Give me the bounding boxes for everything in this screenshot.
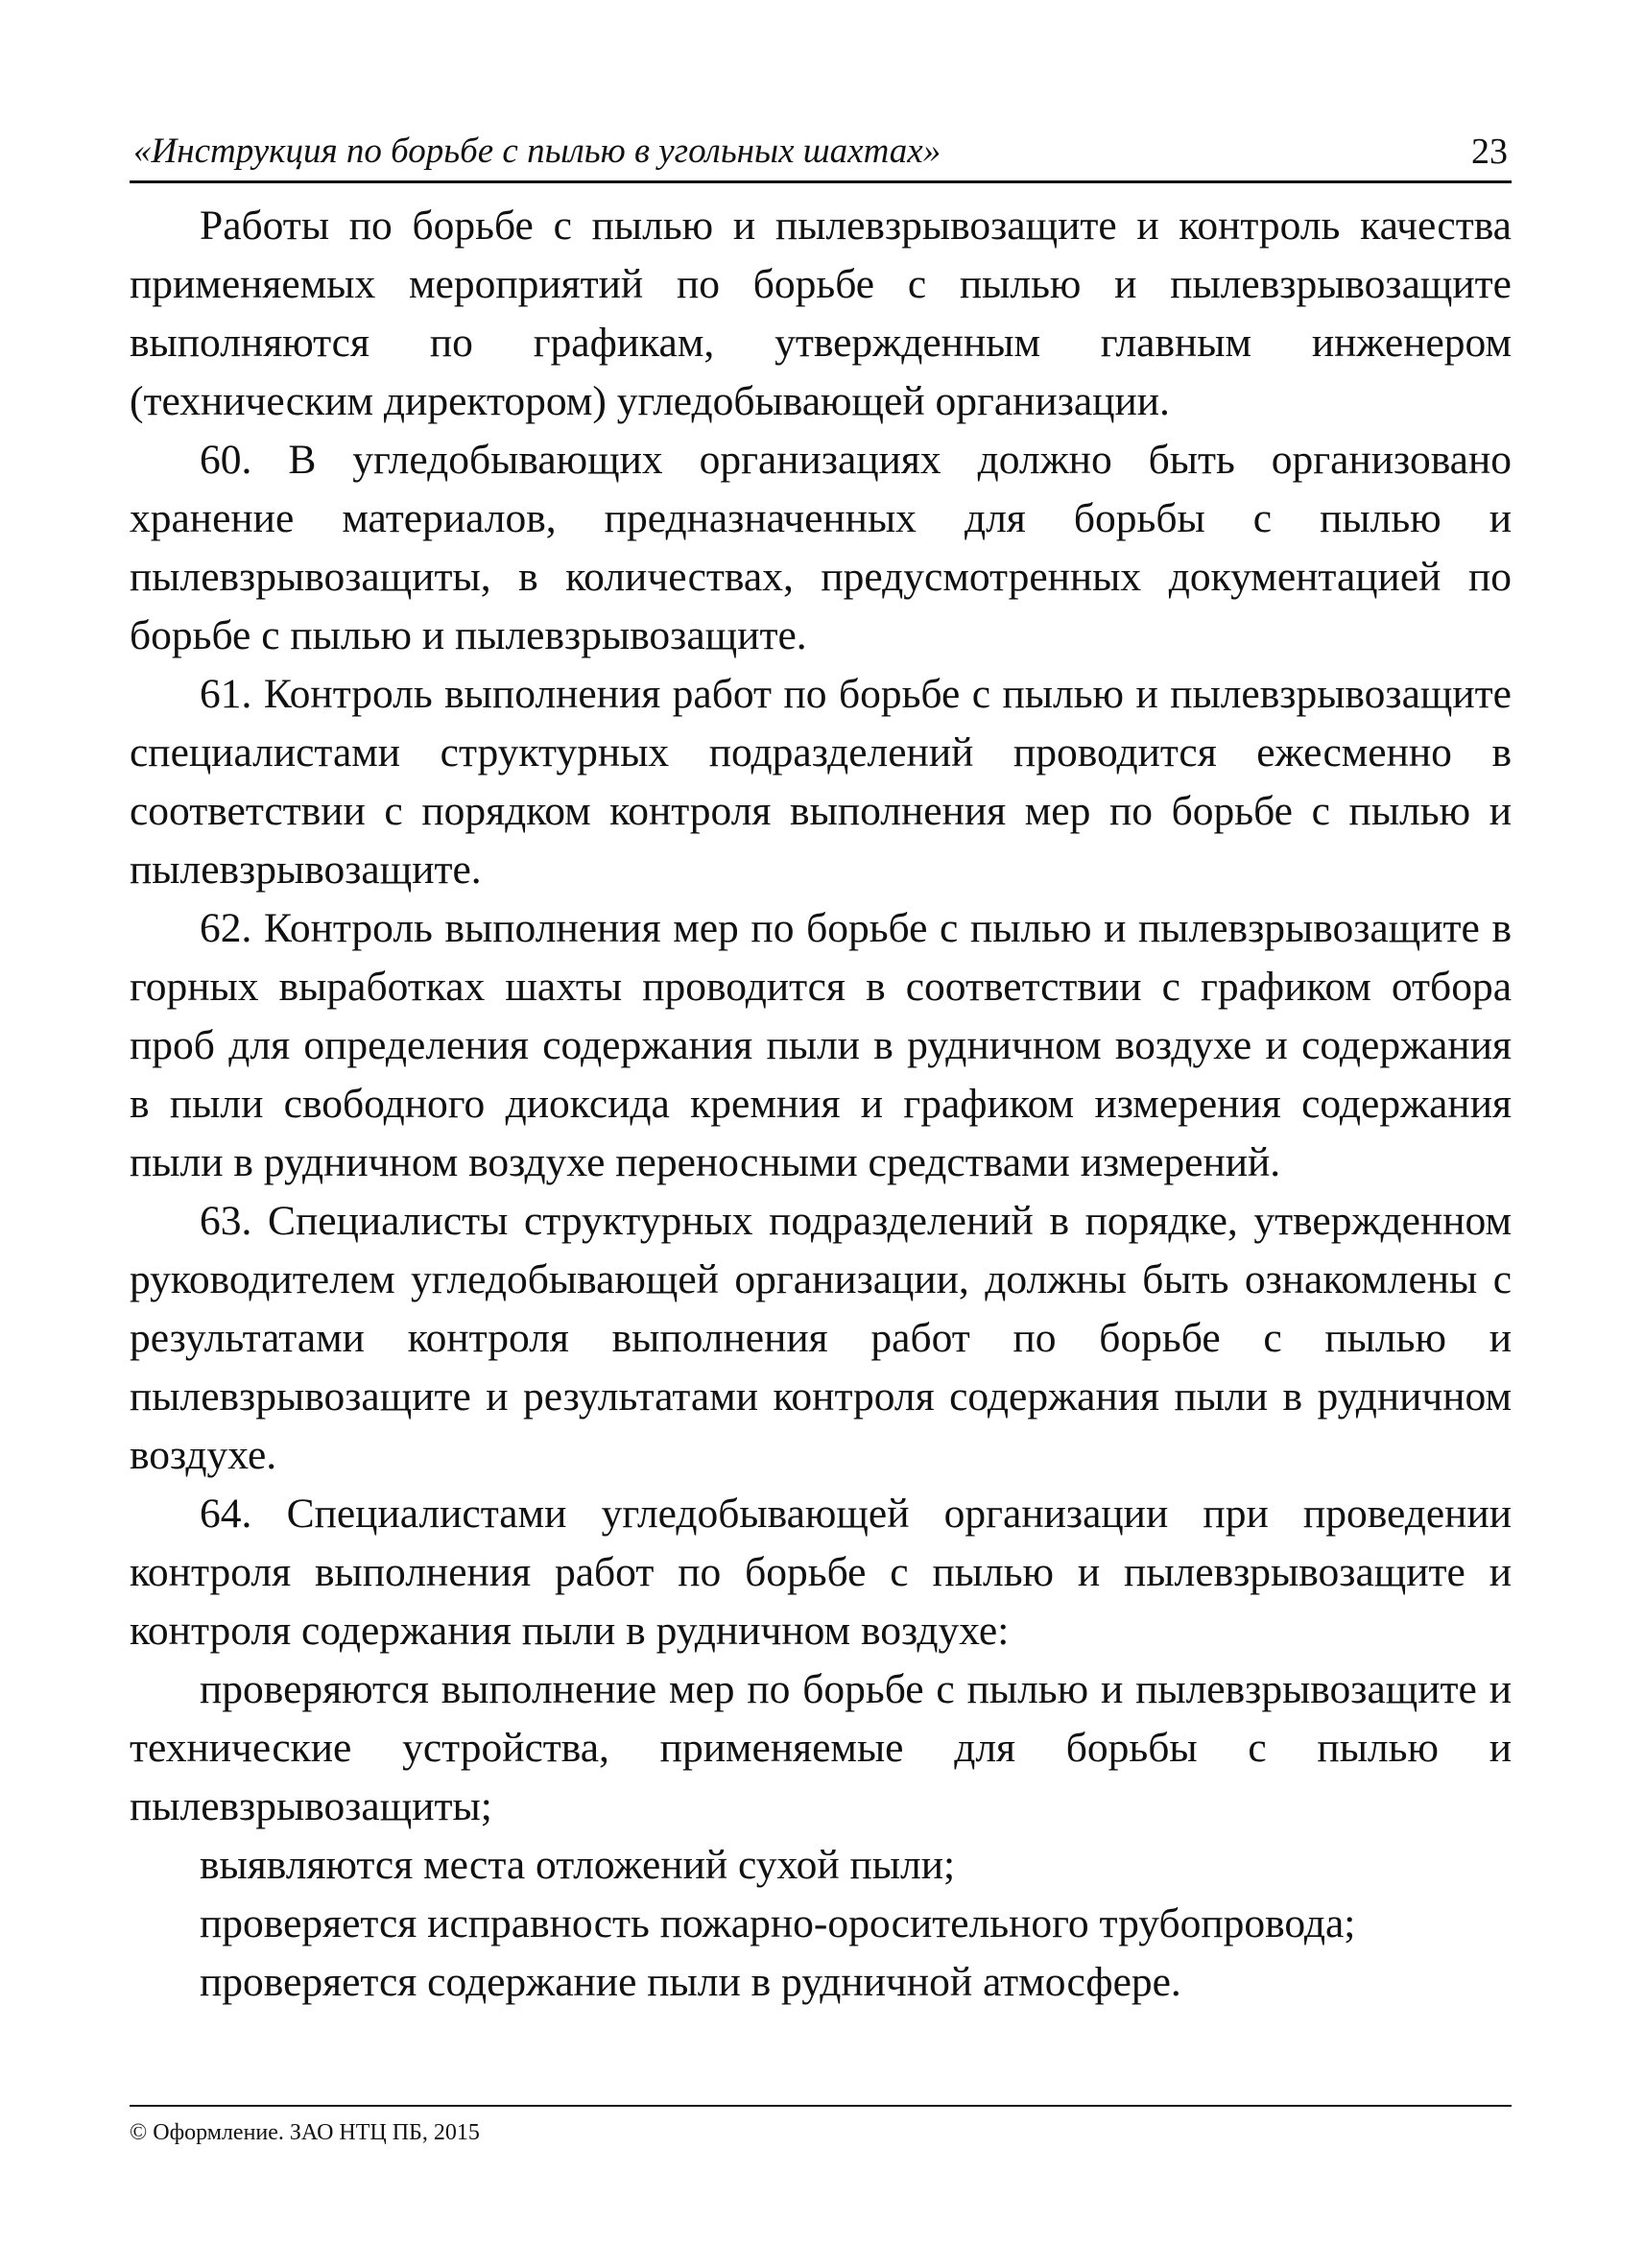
page-footer [130, 2105, 1512, 2147]
paragraph-63: 63. Специалисты структурных подразделений в порядке, утвержденном руководителем угледобывающей организации, должны быть ознакомлены с результатами контроля выполнения работ по борьбе с пылью и пылевзрывозащите и результатами контроля содержания пыли в рудничном воздухе. [130, 1198, 1512, 1478]
paragraph-64: 64. Специалистами угледобывающей организации при проведении контроля выполнения работ по борьбе с пылью и пылевзрывозащите и контроля содержания пыли в рудничном воздухе: [130, 1491, 1512, 1654]
list-item-dry-dust: выявляются места отложений сухой пыли; [200, 1842, 956, 1888]
running-header [130, 125, 1512, 183]
list-item-dust-content: проверяется содержание пыли в рудничной атмосфере. [200, 1959, 1181, 2005]
document-page [130, 125, 1512, 2012]
paragraph-61: 61. Контроль выполнения работ по борьбе с пылью и пылевзрывозащите специалистами структурных подразделений проводится ежесменно в соответствии с порядком контроля выполнения мер по борьбе с пылью и пылевзрывозащите. [130, 671, 1512, 893]
list-item-measures-check: проверяются выполнение мер по борьбе с пылью и пылевзрывозащите и технические устройства, применяемые для борьбы с пылью и пылевзрывозащиты; [130, 1666, 1512, 1829]
list-item-pipeline-check: проверяется исправность пожарно-оросительного трубопровода; [200, 1900, 1356, 1946]
body-text [130, 197, 1512, 2012]
page-number: 23 [1471, 131, 1508, 172]
copyright-text: © Оформление. ЗАО НТЦ ПБ, 2015 [130, 2120, 480, 2145]
paragraph-62: 62. Контроль выполнения мер по борьбе с пылью и пылевзрывозащите в горных выработках шахты проводится в соответствии с графиком отбора проб для определения содержания пыли в рудничном воздухе и содержания в пыли свободного диоксида кремния и графиком измерения содержания пыли в рудничном воздухе переносными средствами измерений. [130, 905, 1512, 1185]
paragraph-intro: Работы по борьбе с пылью и пылевзрывозащите и контроль качества применяемых мероприятий по борьбе с пылью и пылевзрывозащите выполняются по графикам, утвержденным главным инженером (техническим директором) угледобывающей организации. [130, 203, 1512, 424]
paragraph-60: 60. В угледобывающих организациях должно быть организовано хранение материалов, предназначенных для борьбы с пылью и пылевзрывозащиты, в количествах, предусмотренных документацией по борьбе с пылью и пылевзрывозащите. [130, 437, 1512, 658]
header-title: «Инструкция по борьбе с пылью в угольных шахтах» [133, 131, 941, 171]
